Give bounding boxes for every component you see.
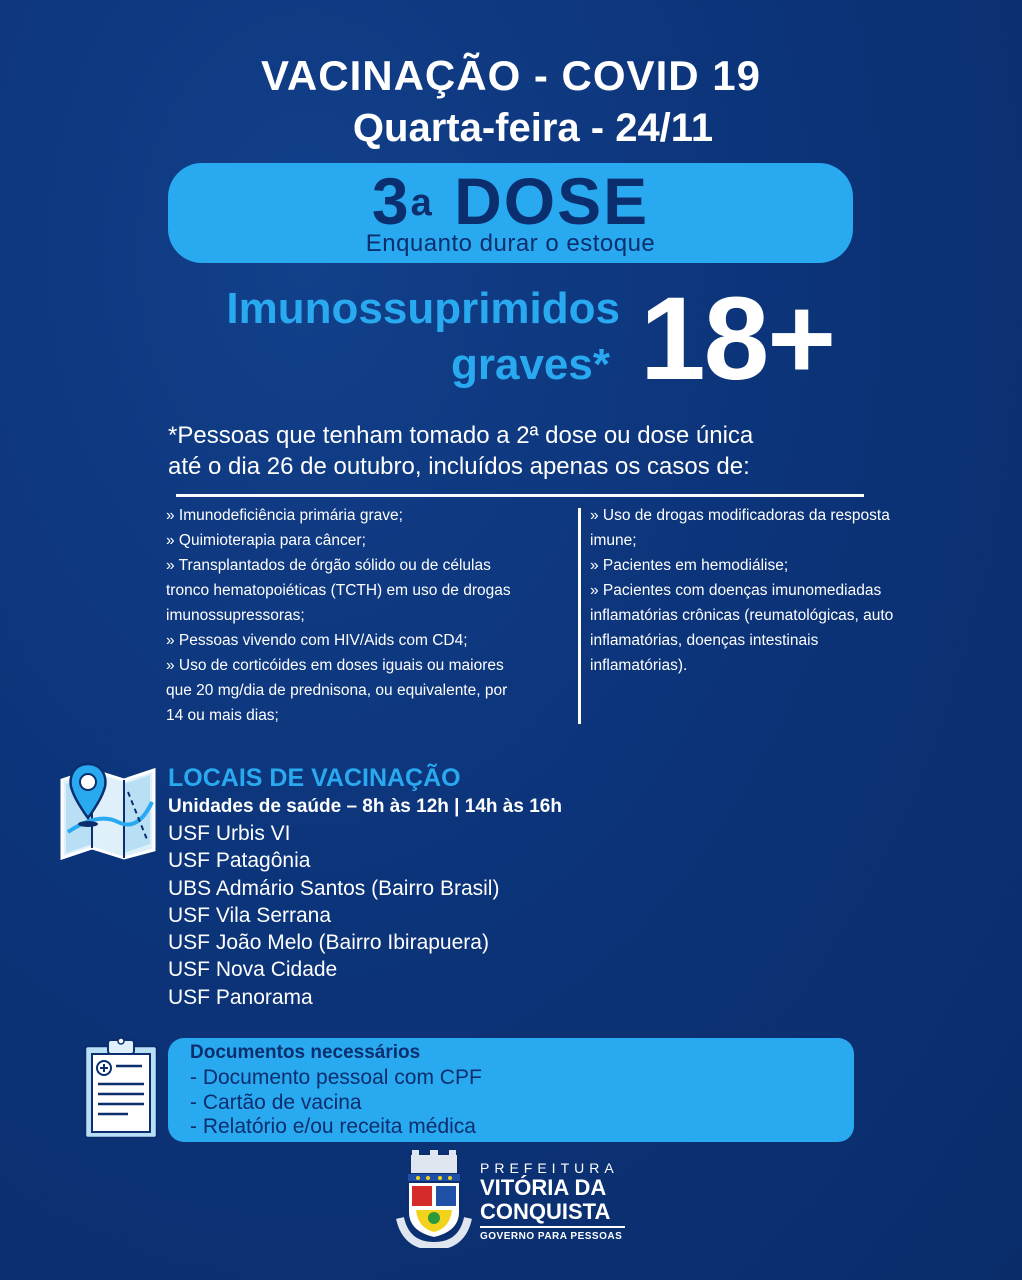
- condition-line: inflamatórias).: [590, 657, 688, 674]
- group-line1: Imunossuprimidos: [226, 284, 620, 333]
- condition-line: inflamatórias, doenças intestinais: [590, 632, 819, 649]
- group-line2: graves*: [450, 340, 610, 389]
- condition-line: » Transplantados de órgão sólido ou de células: [166, 557, 491, 574]
- condition-line: » Pessoas vivendo com HIV/Aids com CD4;: [166, 632, 468, 649]
- locations-list: [168, 820, 499, 1011]
- documents-title: Documentos necessários: [190, 1042, 421, 1063]
- dose-subtitle: Enquanto durar o estoque: [365, 230, 656, 257]
- note-line1: *Pessoas que tenham tomado a 2ª dose ou dose única: [168, 422, 754, 449]
- logo-city-line1: VITÓRIA DA: [480, 1175, 607, 1200]
- logo-slogan: GOVERNO PARA PESSOAS: [480, 1226, 625, 1242]
- date-title: Quarta-feira - 24/11: [352, 106, 714, 150]
- locations-title: LOCAIS DE VACINAÇÃO: [168, 764, 461, 792]
- main-title: VACINAÇÃO - COVID 19: [261, 52, 761, 99]
- clipboard-icon: [82, 1036, 160, 1142]
- condition-line: » Uso de corticóides em doses iguais ou maiores: [166, 657, 504, 674]
- document-item: - Cartão de vacina: [190, 1090, 362, 1114]
- location-item: USF João Melo (Bairro Ibirapuera): [168, 931, 489, 955]
- map-pin-icon: [58, 762, 158, 860]
- documents-list: [190, 1066, 482, 1140]
- location-item: USF Urbis VI: [168, 822, 291, 845]
- condition-line: imune;: [590, 532, 637, 549]
- conditions-right: [590, 503, 950, 678]
- column-divider: [578, 508, 581, 724]
- location-item: USF Vila Serrana: [168, 903, 332, 927]
- condition-line: imunossupressoras;: [166, 607, 305, 624]
- document-item: - Documento pessoal com CPF: [190, 1066, 482, 1089]
- divider: [176, 494, 864, 497]
- condition-line: » Uso de drogas modificadoras da resposta: [590, 507, 890, 524]
- condition-line: 14 ou mais dias;: [166, 707, 279, 724]
- dose-word: DOSE: [454, 164, 650, 238]
- location-item: USF Nova Cidade: [168, 958, 338, 982]
- eligibility-note: [168, 420, 888, 482]
- note-line2: até o dia 26 de outubro, incluídos apenas os casos de:: [168, 453, 750, 480]
- condition-line: que 20 mg/dia de prednisona, ou equivalente, por: [166, 682, 508, 699]
- document-item: - Relatório e/ou receita médica: [190, 1115, 476, 1138]
- dose-number: 3: [371, 164, 411, 238]
- condition-line: » Pacientes em hemodiálise;: [590, 557, 789, 574]
- location-item: USF Panorama: [168, 985, 313, 1009]
- condition-line: inflamatórias crônicas (reumatológicas, auto: [590, 607, 894, 624]
- city-logo: [480, 1160, 625, 1242]
- location-item: UBS Admário Santos (Bairro Brasil): [168, 876, 500, 900]
- locations-subtitle: Unidades de saúde – 8h às 12h | 14h às 16h: [168, 796, 562, 817]
- condition-line: » Imunodeficiência primária grave;: [166, 507, 403, 524]
- age-badge: 18+: [640, 273, 835, 405]
- condition-line: » Quimioterapia para câncer;: [166, 532, 366, 549]
- condition-line: » Pacientes com doenças imunomediadas: [590, 582, 882, 599]
- logo-prefeitura: PREFEITURA: [480, 1160, 619, 1176]
- conditions-left: [166, 503, 566, 728]
- condition-line: tronco hematopoiéticas (TCTH) em uso de drogas: [166, 582, 511, 599]
- logo-city-line2: CONQUISTA: [480, 1199, 611, 1224]
- dose-ordinal: a: [410, 182, 434, 224]
- city-crest-icon: [396, 1150, 472, 1248]
- dose-heading: [168, 166, 853, 236]
- location-item: USF Patagônia: [168, 849, 311, 873]
